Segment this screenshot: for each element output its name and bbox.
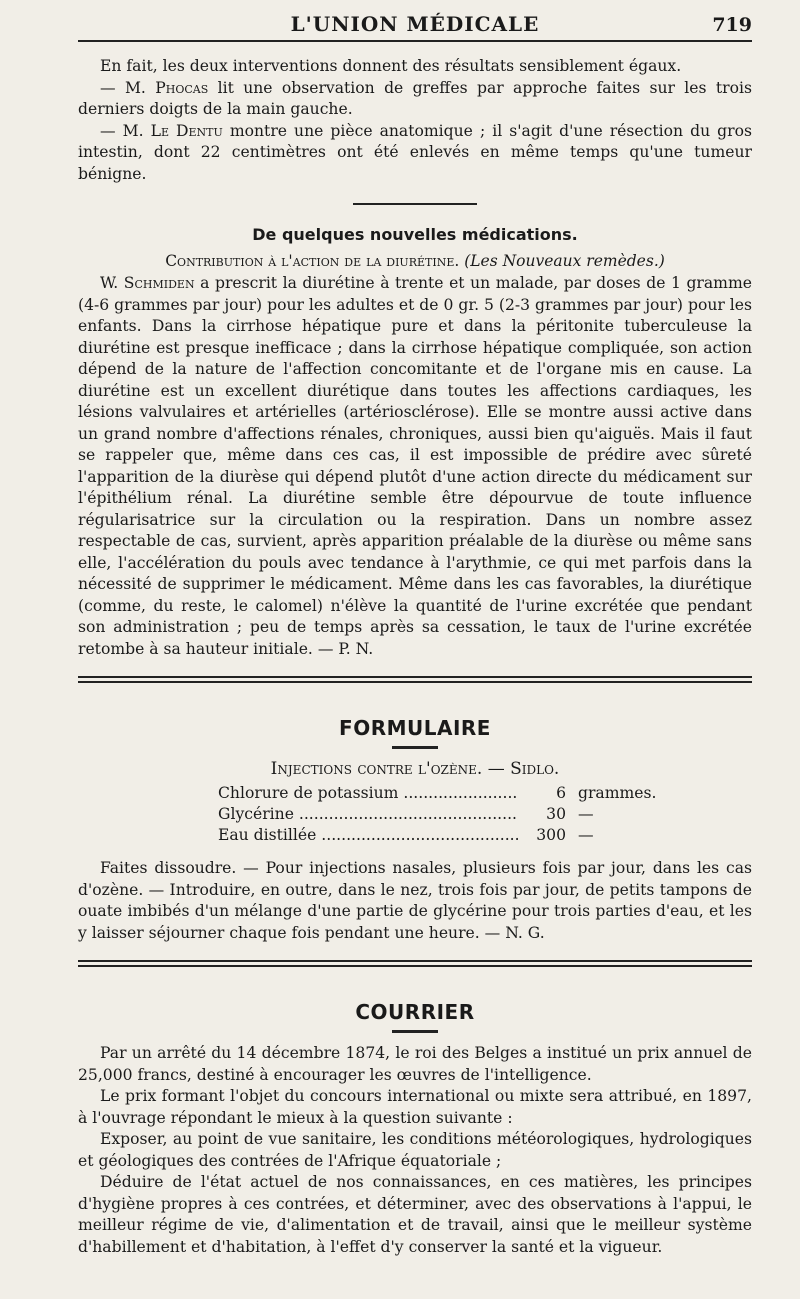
diuretine-article: W. Schmiden a prescrit la diurétine à trente et un malade, par doses de 1 gramme (4-6 grammes par jour) pour les adultes et de 0 gr. 5 (2-3 grammes par jour) pour les enfants. Dans la cirrhose hépatique pure et dans la péritonite tuberculeuse la diurétine est presque inefficace ; dans la cirrhose hépatique compliquée, son action dépend de la nature de l'affection concomitante et de l'organe mis en cause. La diurétine est un excellent diurétique dans toutes les affections cardiaques, les lésions valvulaires et artérielles (artériosclérose). Elle se montre aussi active dans un grand nombre d'affections rénales, chroniques, aussi bien qu'aiguës. Mais il faut se rappeler que, même dans ces cas, il est impossible de prédire avec sûreté l'apparition de la diurèse qui dépend plutôt d'une action directe du médicament sur l'épithélium rénal. La diurétine semble être dépourvue de toute influence régularisatrice sur la circulation ou la respiration. Dans un nombre assez respectable de cas, survient, après apparition préalable de la diurèse ou même sans elle, l'accélération du pouls avec tendance à l'arythmie, ce qui met parfois dans la nécessité de supprimer le médicament. Même dans les cas favorables, la diurétique (comme, du reste, le calomel) n'élève la quantité de l'urine excrétée que pendant son administration ; peu de temps après sa cessation, le taux de l'urine excrétée retombe à sa hauteur initiale. — P. N.	[78, 274, 753, 658]
formulaire-section	[78, 716, 752, 944]
speaker-name: M. Le Dentu	[122, 121, 223, 140]
ingredient-quantity: 30	[546, 805, 566, 823]
courrier-paragraph: Exposer, au point de vue sanitaire, les conditions météorologiques, hydrologiques et géologiques des contrées de l'Afrique équatoriale ;	[78, 1130, 752, 1170]
ingredient-unit: grammes.	[578, 784, 657, 802]
ingredient-name: Chlorure de potassium .....	[218, 783, 518, 804]
ingredient-name: Glycérine .....	[218, 804, 518, 825]
courrier-paragraph: Déduire de l'état actuel de nos connaissances, en ces matières, les principes d'hygiène propres à ces contrées, et déterminer, avec des observations à l'appui, le meilleur régime de vie, d'alimentation et de travail, ainsi que le meilleur système d'habillement et d'habitation, à l'effet d'y conserver la santé et la vigueur.	[78, 1173, 752, 1256]
heading-underline	[392, 746, 438, 749]
ingredient-unit: —	[578, 826, 594, 844]
courrier-heading: COURRIER	[355, 1000, 475, 1024]
running-head	[78, 6, 752, 42]
medications-section	[78, 225, 752, 660]
double-divider	[78, 960, 752, 970]
phocas-paragraph: — M. Phocas lit une observation de greffes par approche faites sur les trois derniers doigts de la main gauche.	[78, 78, 752, 118]
ingredient-unit: —	[578, 805, 594, 823]
courrier-paragraph: Par un arrêté du 14 décembre 1874, le roi des Belges a institué un prix annuel de 25,000 francs, destiné à encourager les œuvres de l'intelligence.	[78, 1044, 752, 1084]
formulaire-heading: FORMULAIRE	[339, 716, 491, 740]
journal-title: L'UNION MÉDICALE	[290, 12, 540, 36]
ingredient-quantity: 300	[536, 826, 566, 844]
courrier-section	[78, 1000, 752, 1258]
double-divider	[78, 676, 752, 686]
ingredient-row	[218, 804, 752, 825]
recipe-ingredients	[218, 783, 752, 846]
ingredient-name: Eau distillée .....	[218, 825, 518, 846]
recipe-instructions: Faites dissoudre. — Pour injections nasales, plusieurs fois par jour, dans les cas d'ozène. — Introduire, en outre, dans le nez, trois fois par jour, de petits tampons de ouate imbibés d'un mélange d'une partie de glycérine pour trois parties d'eau, et les y laisser séjourner chaque fois pendant une heure. — N. G.	[78, 859, 752, 942]
recipe-title: Injections contre l'ozène. — Sidlo.	[270, 759, 560, 779]
ingredient-row	[218, 825, 752, 846]
page-number: 719	[712, 14, 752, 36]
section-divider	[353, 203, 477, 205]
courrier-paragraph: Le prix formant l'objet du concours international ou mixte sera attribué, en 1897, à l'ouvrage répondant le mieux à la question suivante :	[78, 1087, 752, 1127]
ingredient-row	[218, 783, 752, 804]
le-dentu-paragraph: — M. Le Dentu montre une pièce anatomique ; il s'agit d'une résection du gros intestin, dont 22 centimètres ont été enlevés en même temps qu'une tumeur bénigne.	[78, 121, 752, 183]
ingredient-quantity: 6	[556, 784, 566, 802]
speaker-name: M. Phocas	[124, 78, 209, 97]
intro-paragraph: En fait, les deux interventions donnent des résultats sensiblement égaux.	[100, 57, 682, 75]
article-subheading: Contribution à l'action de la diurétine. (Les Nouveaux remèdes.)	[165, 252, 665, 270]
source-citation: (Les Nouveaux remèdes.)	[464, 252, 665, 270]
section-heading: De quelques nouvelles médications.	[252, 225, 578, 244]
society-proceedings	[78, 56, 752, 185]
author-name: W. Schmiden	[100, 274, 195, 292]
heading-underline	[392, 1030, 438, 1033]
